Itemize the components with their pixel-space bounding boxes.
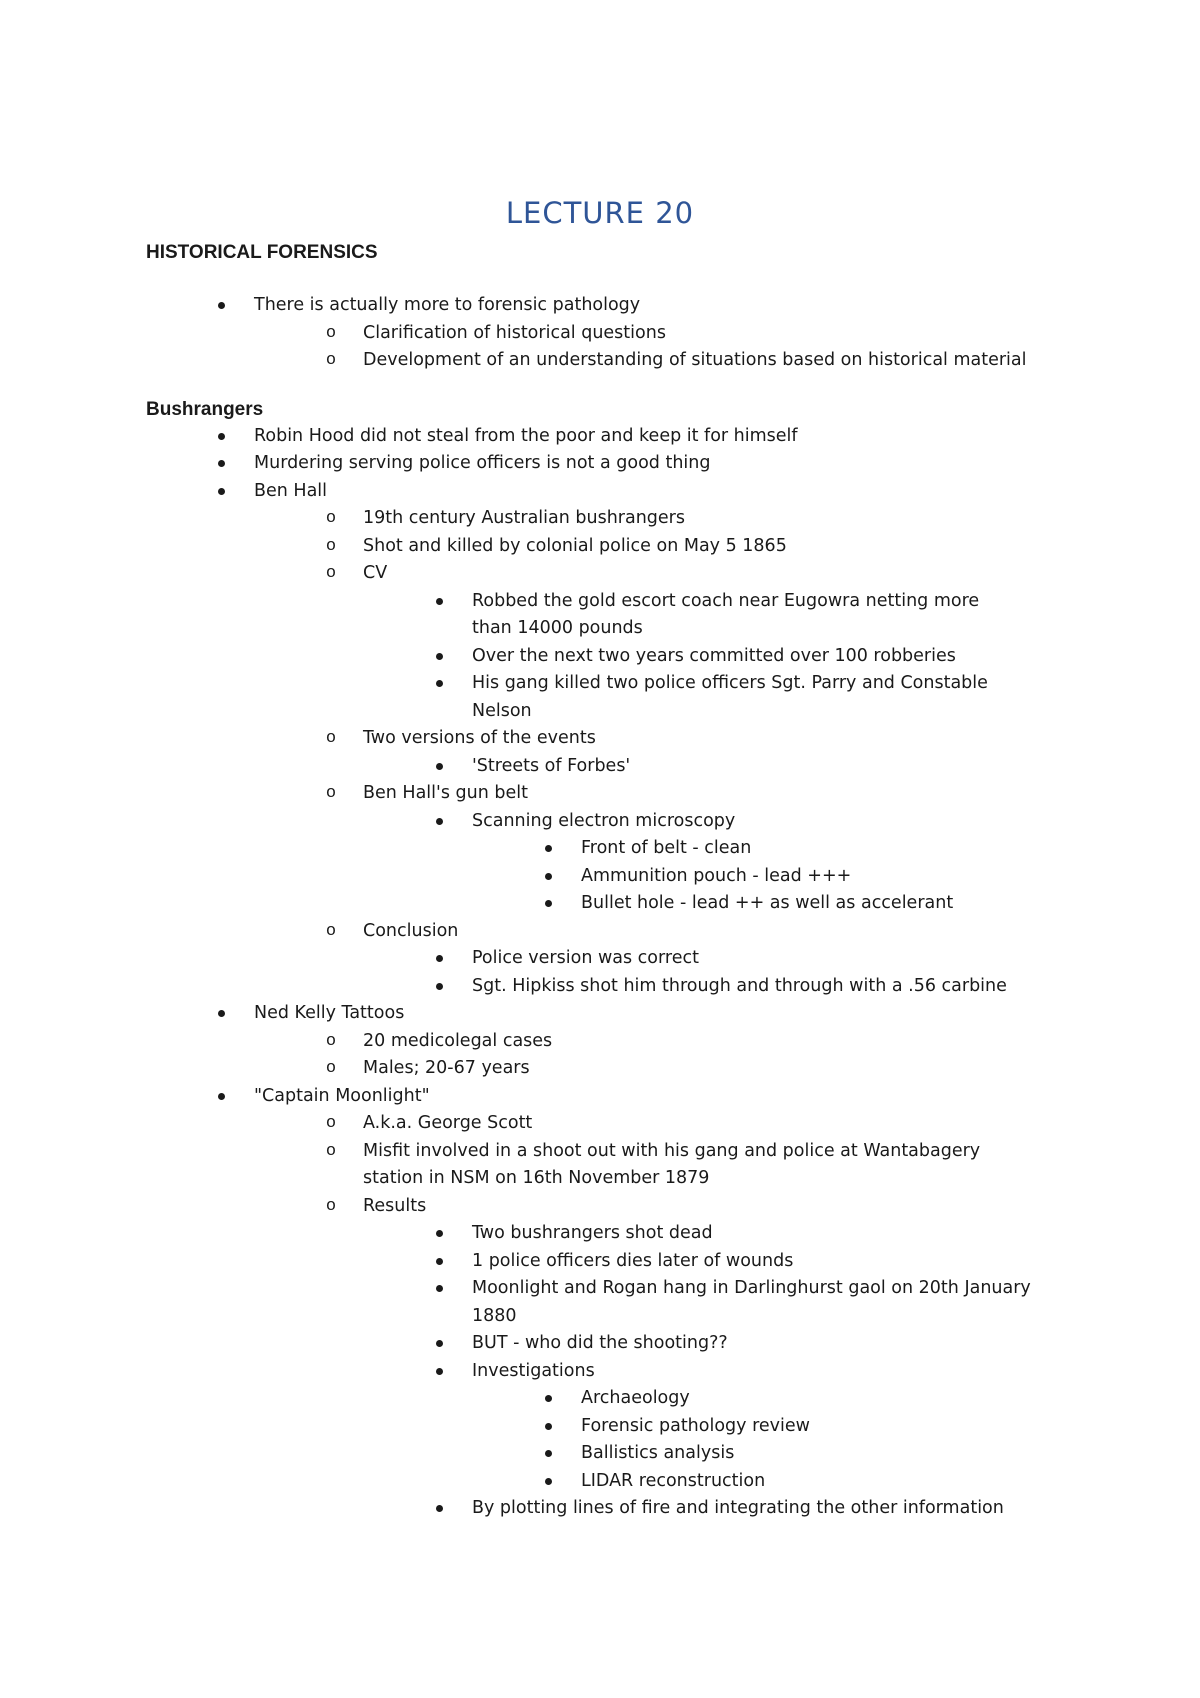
sublist-sem (146, 835, 1076, 918)
list-item: o Development of an understanding of situations based on historical material (146, 347, 1076, 375)
bullet-ring-icon: o (325, 1141, 337, 1161)
sublist-versions (146, 753, 1076, 781)
sublist-forensic-pathology (146, 320, 1076, 375)
list-captain-moonlight (146, 1083, 1076, 1111)
list-item: o Ben Hall's gun belt (146, 780, 1076, 808)
list-item: Archaeology (581, 1388, 690, 1408)
list-item: o Clarification of historical questions (146, 320, 1076, 348)
bullet-ring-icon: o (325, 509, 337, 528)
list-item: Investigations (472, 1360, 595, 1381)
list-item: Ballistics analysis (581, 1443, 735, 1463)
list-item: Ben Hall (254, 480, 328, 501)
bullet-ring-icon: o (325, 1114, 337, 1133)
list-item: LIDAR reconstruction (581, 1470, 766, 1491)
list-item: Two bushrangers shot dead (472, 1223, 713, 1243)
section-heading-historical-forensics: HISTORICAL FORENSICS (146, 242, 378, 263)
list-item: Sgt. Hipkiss shot him through and through with a .56 carbine (472, 975, 1007, 996)
list-item: Scanning electron microscopy (472, 810, 736, 831)
list-item: o Misfit involved in a shoot out with his gang and police at Wantabagery station in NSM on 16th November 1879 (146, 1138, 983, 1193)
bullet-ring-icon: o (325, 536, 337, 556)
sublist-conclusion (146, 945, 1076, 1000)
list-item: Robbed the gold escort coach near Eugowra netting more than 14000 pounds (472, 590, 980, 638)
list-item: o 19th century Australian bushrangers (146, 505, 1076, 533)
list-item: By plotting lines of fire and integrating the other information (472, 1498, 1004, 1518)
list-item: Forensic pathology review (581, 1415, 810, 1436)
list-item: 'Streets of Forbes' (472, 755, 631, 776)
list-bushrangers (146, 423, 1076, 506)
list-item: "Captain Moonlight" (254, 1085, 430, 1106)
sublist-ben-hall (146, 505, 1076, 588)
bullet-ring-icon: o (325, 323, 337, 343)
list-item: o Conclusion (146, 918, 1076, 946)
bullet-ring-icon: o (325, 351, 337, 370)
list-item: His gang killed two police officers Sgt. Parry and Constable Nelson (472, 673, 988, 721)
section-heading-bushrangers: Bushrangers (146, 398, 264, 420)
bullet-ring-icon: o (325, 1031, 337, 1051)
list-item: o Males; 20-67 years (146, 1055, 1076, 1083)
list-ned-kelly (146, 1000, 1076, 1028)
list-item: o 20 medicolegal cases (146, 1028, 1076, 1056)
list-item: 1 police officers dies later of wounds (472, 1250, 794, 1271)
bullet-ring-icon: o (325, 564, 337, 583)
page-title: LECTURE 20 (505, 196, 695, 230)
sublist-results (146, 1220, 1076, 1385)
list-item: There is actually more to forensic pathology (254, 295, 641, 315)
bullet-ring-icon: o (325, 1196, 337, 1216)
sublist-investigations (146, 1385, 1076, 1495)
list-item: Murdering serving police officers is not a good thing (254, 453, 711, 473)
document-body (146, 240, 1076, 1523)
list-item: o CV (146, 560, 1076, 588)
sublist-cv (146, 588, 1076, 726)
bullet-ring-icon: o (325, 921, 337, 941)
list-item: o Shot and killed by colonial police on May 5 1865 (146, 533, 1076, 561)
list-item: Ammunition pouch - lead +++ (581, 865, 852, 886)
bullet-ring-icon: o (325, 1059, 337, 1078)
bullet-ring-icon: o (325, 729, 337, 748)
sublist-ned-kelly (146, 1028, 1076, 1083)
list-item: BUT - who did the shooting?? (472, 1333, 728, 1353)
sublist-ben-hall-gun-belt (146, 780, 1076, 808)
list-item: o Two versions of the events (146, 725, 1076, 753)
list-item: Moonlight and Rogan hang in Darlinghurst gaol on 20th January 1880 (472, 1278, 1031, 1326)
list-item: Police version was correct (472, 948, 699, 968)
sublist-gun-belt (146, 808, 1076, 836)
list-item: Over the next two years committed over 100 robberies (472, 645, 956, 666)
list-historical-forensics (146, 292, 1076, 320)
list-item: Ned Kelly Tattoos (254, 1003, 405, 1023)
list-item: o Results (146, 1193, 1076, 1221)
list-item: o A.k.a. George Scott (146, 1110, 1076, 1138)
list-item: Front of belt - clean (581, 838, 752, 858)
sublist-ben-hall-conclusion (146, 918, 1076, 946)
sublist-ben-hall-versions (146, 725, 1076, 753)
sublist-plotting (146, 1495, 1076, 1523)
list-item: Bullet hole - lead ++ as well as accelerant (581, 893, 954, 913)
sublist-captain-moonlight (146, 1110, 1076, 1220)
bullet-ring-icon: o (325, 784, 337, 803)
list-item: Robin Hood did not steal from the poor and keep it for himself (254, 425, 798, 446)
